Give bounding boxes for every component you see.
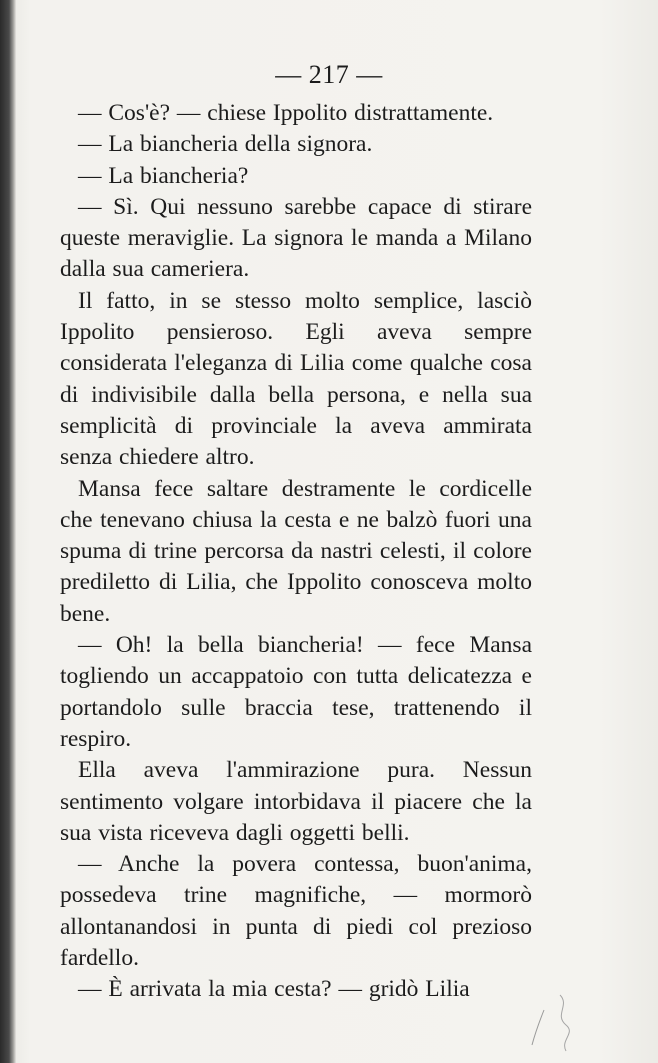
paragraph: — È arrivata la mia cesta? — gridò Lilia <box>78 976 470 1003</box>
paragraph: — Sì. Qui nessuno sarebbe capace di stirare queste meraviglie. La signora le manda a Milano dalla sua cameriera. <box>60 193 532 283</box>
paragraph: — Oh! la bella biancheria! — fece Mansa togliendo un accappatoio con tutta delicatezza e portandolo sulle braccia tese, trattenendo il respiro. <box>60 632 532 752</box>
paragraph: — La biancheria? <box>78 162 249 189</box>
book-spine-shadow <box>0 0 16 1063</box>
paragraph: — La biancheria della signora. <box>78 131 373 158</box>
page-number: — 217 — <box>275 60 383 89</box>
paragraph: Ella aveva l'ammirazione pura. Nessun sentimento volgare intorbidava il piacere che la sua vista riceveva dagli oggetti belli. <box>60 757 532 846</box>
paragraph: Mansa fece saltare destramente le cordicelle che tenevano chiusa la cesta e ne balzò fuori una spuma di trine percorsa da nastri celesti, il colore prediletto di Lilia, che Ippolito conosceva molto bene. <box>60 475 532 627</box>
paragraph: — Cos'è? — chiese Ippolito distrattamente. <box>78 100 494 126</box>
pencil-mark <box>520 985 580 1055</box>
paragraph: Il fatto, in se stesso molto semplice, lasciò Ippolito pensieroso. Egli aveva sempre considerata l'eleganza di Lilia come qualche cosa di indivisibile dalla bella persona, e nella sua semplicità di provinciale la aveva ammirata senza chiedere altro. <box>60 287 532 471</box>
paragraph: — Anche la povera contessa, buon'anima, possedeva trine magnifiche, — mormorò allontanandosi in punta di piedi col prezioso fardello. <box>60 851 532 972</box>
body-text <box>60 98 532 1006</box>
